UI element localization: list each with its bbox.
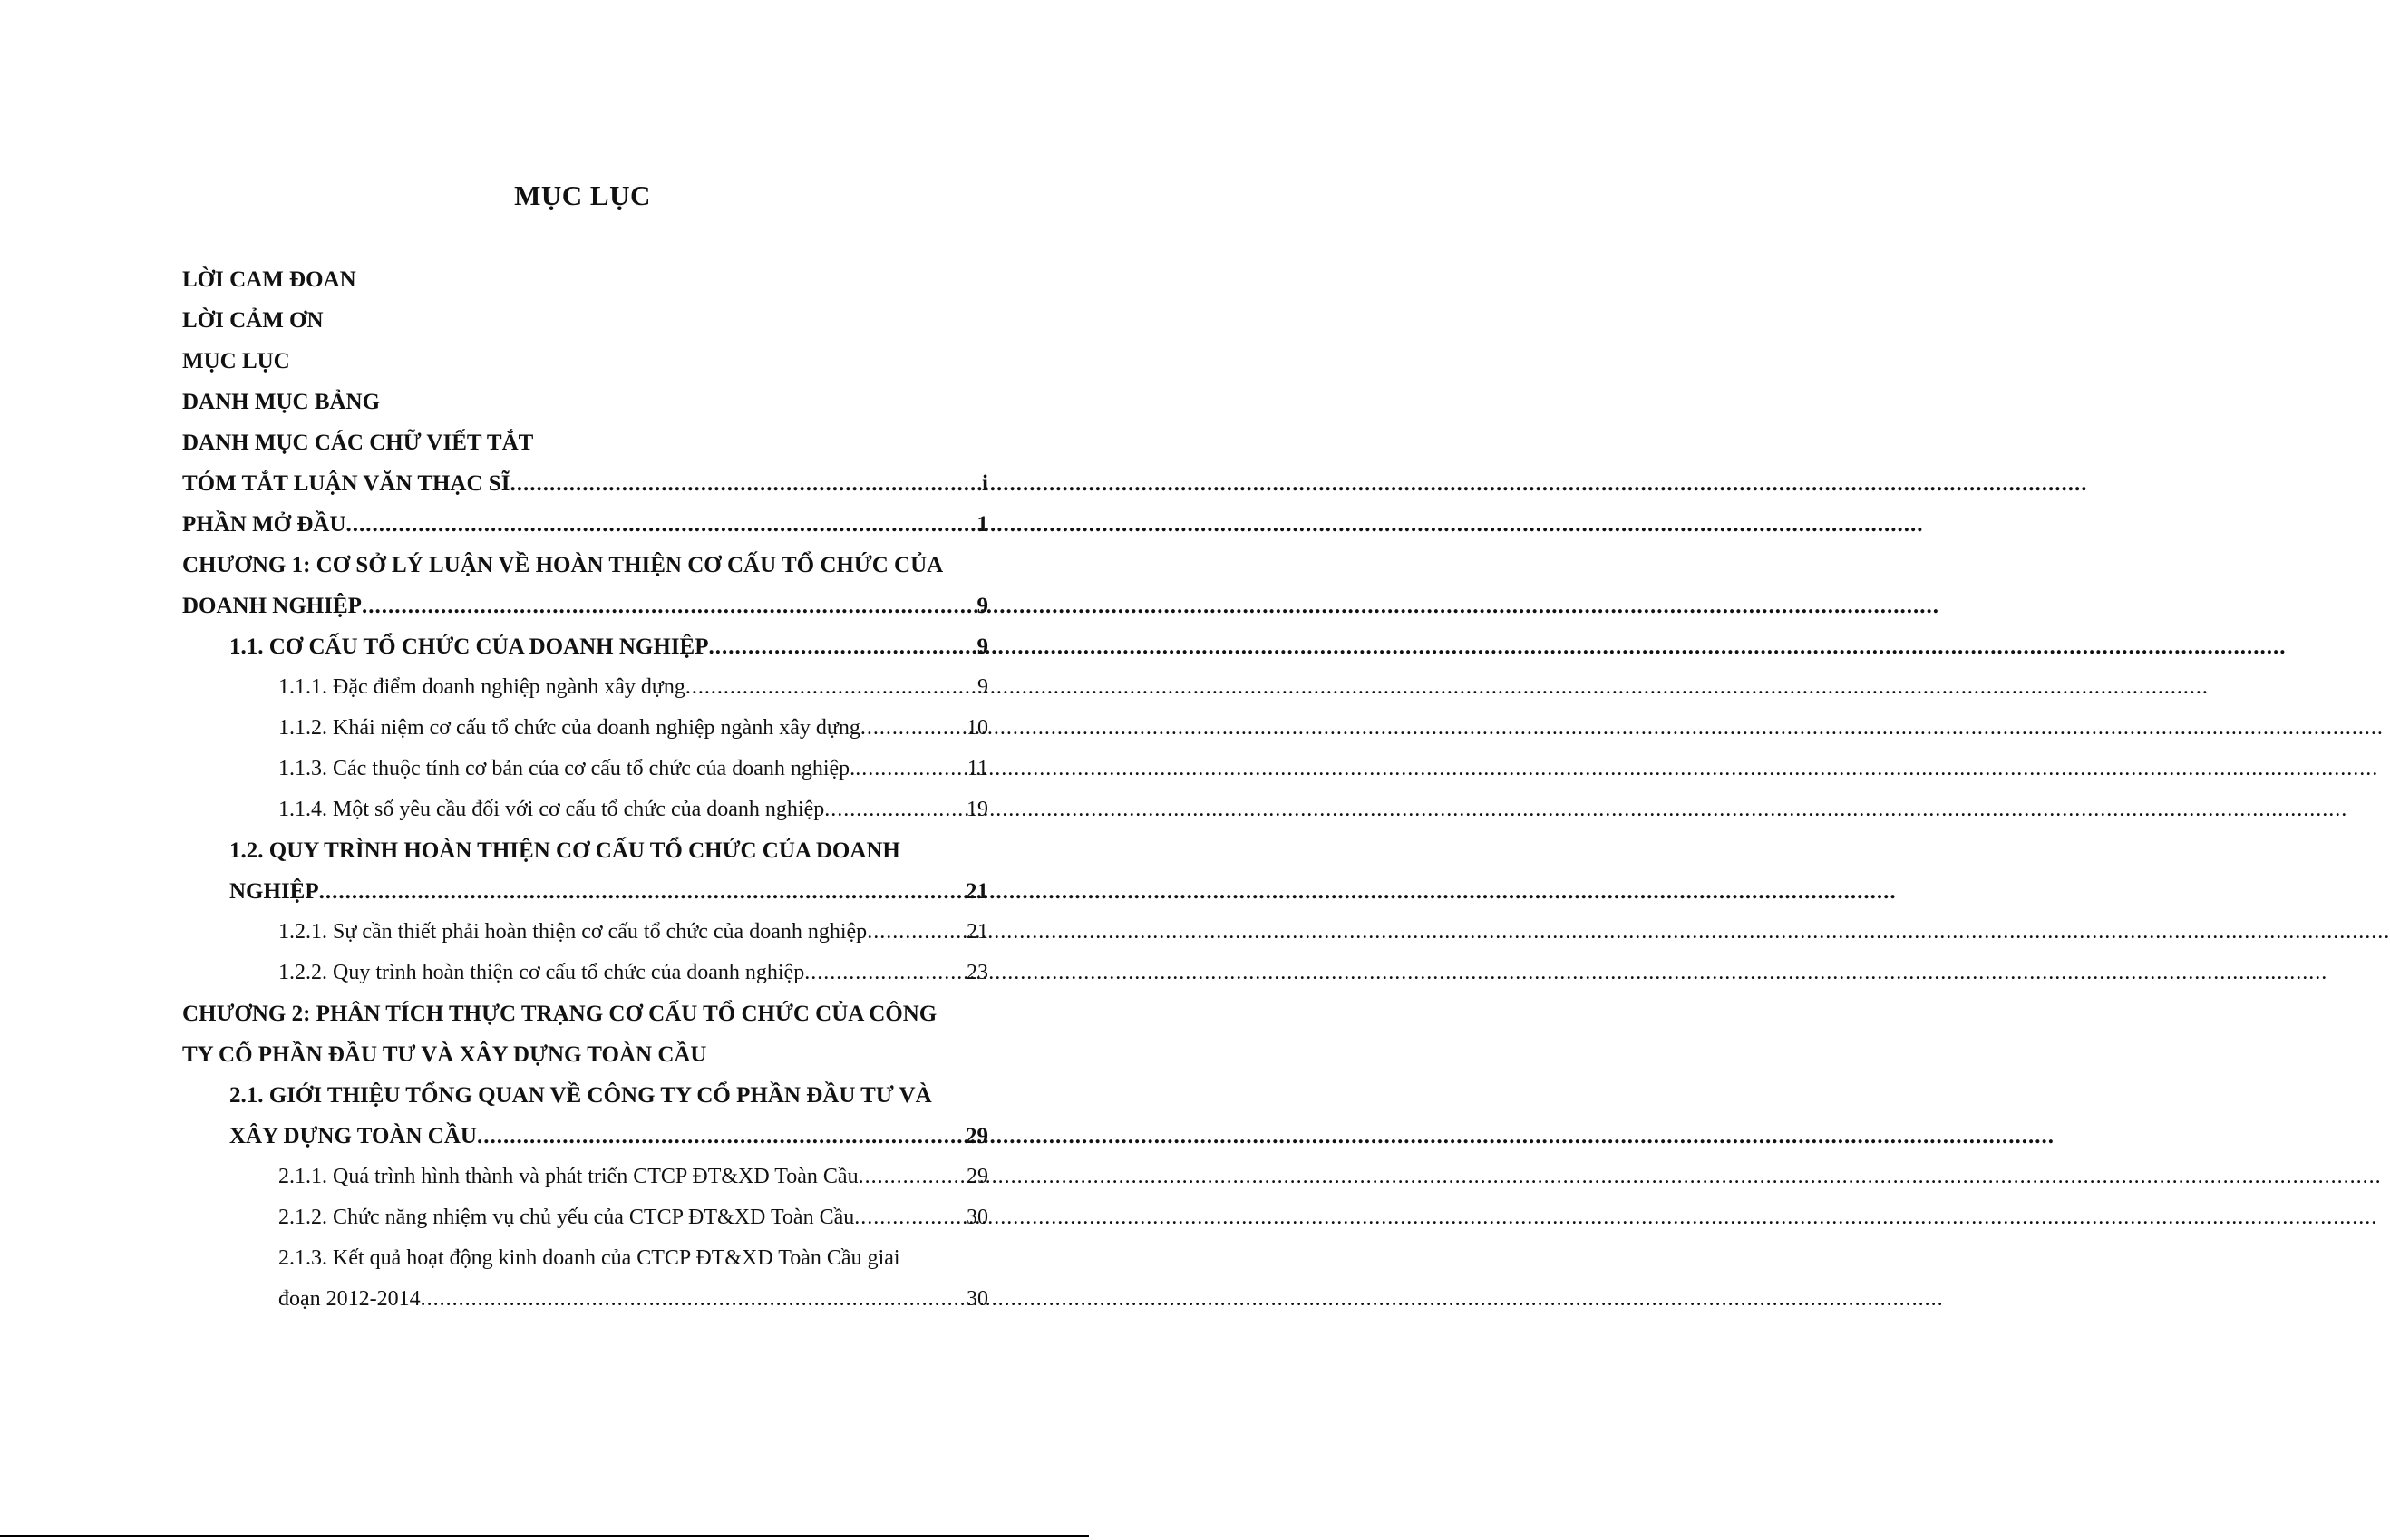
- toc-entry[interactable]: [182, 626, 988, 667]
- toc-entry-text: LỜI CẢM ƠN: [182, 308, 324, 333]
- toc-entry-line: [182, 993, 988, 1034]
- toc-entry[interactable]: [182, 545, 988, 626]
- toc-entry-text: MỤC LỤC: [182, 349, 290, 373]
- toc-entry[interactable]: [182, 953, 988, 993]
- toc-entry[interactable]: [182, 749, 988, 789]
- toc-entry[interactable]: [182, 300, 988, 341]
- toc-entry[interactable]: [182, 1157, 988, 1197]
- toc-leader-dots: [824, 789, 965, 830]
- toc-entry-text: 2.1.1. Quá trình hình thành và phát triển CTCP ĐT&XD Toàn Cầu: [278, 1165, 859, 1188]
- toc-entry[interactable]: [182, 708, 988, 749]
- toc-entry-line: [182, 1157, 988, 1197]
- toc-entry-text: CHƯƠNG 1: CƠ SỞ LÝ LUẬN VỀ HOÀN THIỆN CƠ CẤU TỔ CHỨC CỦA: [182, 553, 944, 577]
- toc-entry[interactable]: [182, 382, 988, 422]
- toc-entry-text: TY CỔ PHẦN ĐẦU TƯ VÀ XÂY DỰNG TOÀN CẦU: [182, 1042, 707, 1067]
- toc-leader-dots: [346, 504, 976, 545]
- toc-entry-text: 2.1. GIỚI THIỆU TỔNG QUAN VỀ CÔNG TY CỔ PHẦN ĐẦU TƯ VÀ: [229, 1083, 932, 1108]
- toc-entry[interactable]: [182, 341, 988, 382]
- toc-page-number: 11: [967, 757, 988, 780]
- toc-entry-text: DOANH NGHIỆP: [182, 594, 362, 618]
- toc-page-number: 10: [967, 716, 988, 740]
- toc-entry[interactable]: [182, 912, 988, 953]
- toc-leader-dots: [510, 463, 980, 504]
- toc-entry-text: 1.1.3. Các thuộc tính cơ bản của cơ cấu tổ chức của doanh nghiệp.: [278, 757, 856, 780]
- toc-entry-line: [182, 871, 988, 912]
- toc-entry-line: [182, 1238, 988, 1279]
- toc-entry-text: 1.2.1. Sự cần thiết phải hoàn thiện cơ cấu tổ chức của doanh nghiệp: [278, 920, 868, 944]
- page-title: MỤC LỤC: [514, 179, 651, 211]
- toc-entry-text: TÓM TẮT LUẬN VĂN THẠC SĨ: [182, 471, 510, 496]
- toc-entry-text: DANH MỤC CÁC CHỮ VIẾT TẮT: [182, 431, 534, 455]
- toc-entry[interactable]: [182, 1075, 988, 1157]
- toc-entry-line: [182, 1116, 988, 1157]
- toc-leader-dots: [804, 953, 965, 993]
- toc-entry-text: 1.2.2. Quy trình hoàn thiện cơ cấu tổ chức của doanh nghiệp: [278, 961, 805, 984]
- toc-entry-line: [182, 259, 988, 300]
- toc-entry[interactable]: [182, 1238, 988, 1320]
- toc-entry-line: [182, 667, 988, 708]
- toc-page-number: 29: [966, 1124, 988, 1148]
- page-bottom-border: [0, 1535, 1089, 1537]
- toc-entry-line: [182, 382, 988, 422]
- toc-entry-text: NGHIỆP: [229, 879, 319, 904]
- toc-leader-dots: [319, 871, 964, 912]
- toc-leader-dots: [362, 586, 976, 626]
- toc-entry-text: đoạn 2012-2014: [278, 1287, 421, 1311]
- toc-entry-line: [182, 300, 988, 341]
- toc-page-number: 29: [967, 1165, 988, 1188]
- toc-entry-text: 2.1.2. Chức năng nhiệm vụ chủ yếu của CTCP ĐT&XD Toàn Cầu: [278, 1206, 855, 1229]
- toc-entry[interactable]: [182, 504, 988, 545]
- toc-page-number: 9: [977, 675, 988, 699]
- toc-entry-line: [182, 504, 988, 545]
- toc-entry-line: [182, 463, 988, 504]
- toc-leader-dots: [685, 667, 976, 708]
- toc-page-number: 1: [976, 512, 988, 537]
- toc-entry-line: [182, 1034, 988, 1075]
- toc-leader-dots: [854, 1197, 965, 1238]
- toc-page-number: 9: [976, 594, 988, 618]
- toc-entry-line: [182, 1197, 988, 1238]
- toc-entry-line: [182, 586, 988, 626]
- toc-entry-text: DANH MỤC BẢNG: [182, 390, 381, 414]
- toc-entry-line: [182, 830, 988, 871]
- toc-entry-line: [182, 545, 988, 586]
- toc-entry-text: 1.1. CƠ CẤU TỔ CHỨC CỦA DOANH NGHIỆP: [229, 634, 709, 659]
- toc-entry-text: 1.1.2. Khái niệm cơ cấu tổ chức của doanh nghiệp ngành xây dựng: [278, 716, 860, 740]
- toc-entry-line: [182, 912, 988, 953]
- toc-entry-text: 1.2. QUY TRÌNH HOÀN THIỆN CƠ CẤU TỔ CHỨC CỦA DOANH: [229, 838, 900, 863]
- toc-entry[interactable]: [182, 1197, 988, 1238]
- table-of-contents: [182, 259, 988, 1320]
- toc-entry[interactable]: [182, 789, 988, 830]
- toc-page-number: i: [982, 471, 988, 496]
- toc-page-number: 21: [966, 879, 988, 904]
- toc-entry-line: [182, 422, 988, 463]
- toc-entry-line: [182, 1279, 988, 1320]
- toc-leader-dots: [867, 912, 965, 953]
- toc-leader-dots: [477, 1116, 964, 1157]
- toc-entry[interactable]: [182, 993, 988, 1075]
- toc-entry[interactable]: [182, 463, 988, 504]
- toc-entry-line: [182, 626, 988, 667]
- toc-entry[interactable]: [182, 667, 988, 708]
- toc-page-number: 9: [976, 634, 988, 659]
- toc-entry-line: [182, 708, 988, 749]
- toc-entry-line: [182, 749, 988, 789]
- toc-page-number: 21: [967, 920, 988, 944]
- toc-entry-text: XÂY DỰNG TOÀN CẦU: [229, 1124, 477, 1148]
- toc-entry-line: [182, 1075, 988, 1116]
- toc-entry[interactable]: [182, 422, 988, 463]
- toc-leader-dots: [860, 708, 965, 749]
- toc-page-number: 30: [967, 1206, 988, 1229]
- toc-page-number: 23: [967, 961, 988, 984]
- toc-leader-dots: [859, 1157, 965, 1197]
- toc-entry-text: 2.1.3. Kết quả hoạt động kinh doanh của CTCP ĐT&XD Toàn Cầu giai: [278, 1246, 900, 1270]
- toc-entry-text: PHẦN MỞ ĐẦU: [182, 512, 346, 537]
- toc-entry-text: CHƯƠNG 2: PHÂN TÍCH THỰC TRẠNG CƠ CẤU TỔ CHỨC CỦA CÔNG: [182, 1002, 938, 1026]
- toc-page-number: 19: [967, 798, 988, 821]
- toc-entry-line: [182, 341, 988, 382]
- toc-entry-text: LỜI CAM ĐOAN: [182, 267, 356, 292]
- toc-leader-dots: [709, 626, 976, 667]
- toc-entry-text: 1.1.1. Đặc điểm doanh nghiệp ngành xây dựng: [278, 675, 685, 699]
- toc-entry-line: [182, 789, 988, 830]
- toc-entry[interactable]: [182, 830, 988, 912]
- toc-entry[interactable]: [182, 259, 988, 300]
- toc-leader-dots: [421, 1279, 965, 1320]
- toc-entry-line: [182, 953, 988, 993]
- toc-entry-text: 1.1.4. Một số yêu cầu đối với cơ cấu tổ chức của doanh nghiệp: [278, 798, 825, 821]
- toc-page-number: 30: [967, 1287, 988, 1311]
- toc-leader-dots: [855, 749, 966, 789]
